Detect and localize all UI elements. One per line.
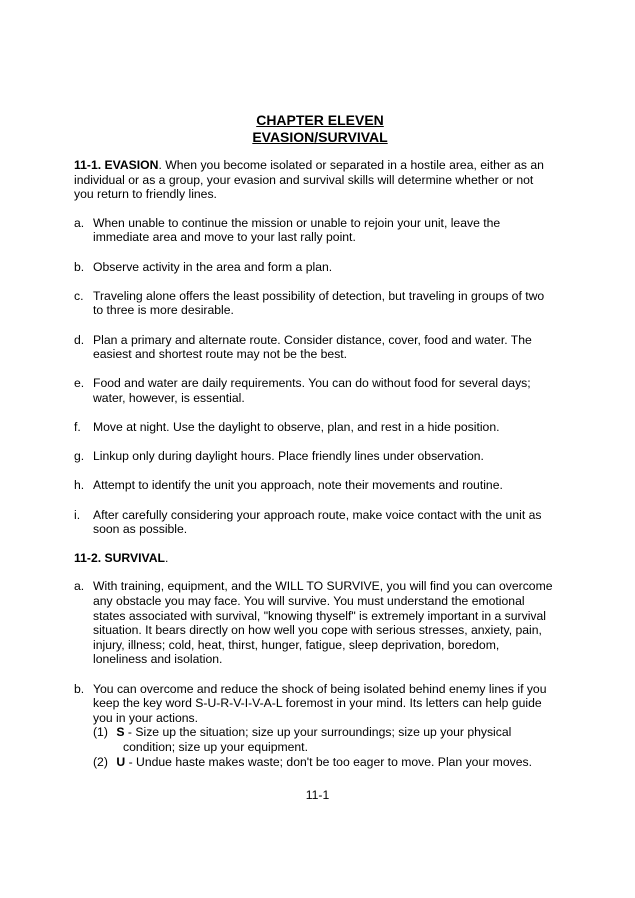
list-marker: d.	[74, 332, 85, 347]
survival-heading-suffix: .	[165, 550, 169, 565]
list-item	[74, 449, 556, 464]
chapter-subtitle: EVASION/SURVIVAL	[252, 129, 388, 145]
list-marker: f.	[74, 420, 81, 435]
list-item	[74, 289, 556, 318]
page-number: 11-1	[305, 788, 330, 802]
list-item	[74, 682, 556, 726]
page-content	[74, 112, 556, 769]
list-marker: e.	[74, 376, 85, 391]
chapter-heading	[74, 112, 556, 146]
sub-list-item	[93, 725, 556, 754]
list-item-text: Linkup only during daylight hours. Place friendly lines under observation.	[93, 449, 484, 464]
list-marker: a.	[74, 579, 85, 594]
chapter-title: CHAPTER ELEVEN	[256, 112, 384, 128]
sub-list-text: - Undue haste makes waste; don't be too eager to move. Plan your moves.	[125, 754, 532, 769]
evasion-heading: 11-1. EVASION	[74, 158, 159, 172]
evasion-intro-text: . When you become isolated or separated in a hostile area, either as an individual or as a group, your evasion and survival skills will determine whether or not you return to friendly lines.	[74, 158, 544, 202]
list-item-text: You can overcome and reduce the shock of being isolated behind enemy lines if you keep the key word S-U-R-V-I-V-A-L foremost in your mind. Its letters can help guide you in your actions.	[93, 681, 547, 725]
list-item	[74, 376, 556, 405]
list-item	[74, 260, 556, 275]
list-marker: h.	[74, 478, 85, 493]
list-item-text: Attempt to identify the unit you approach, note their movements and routine.	[93, 478, 503, 493]
list-item	[74, 216, 556, 245]
list-item-text: Plan a primary and alternate route. Consider distance, cover, food and water. The easiest and shortest route may not be the best.	[93, 332, 532, 362]
list-marker: c.	[74, 288, 84, 303]
list-marker: i.	[74, 507, 81, 522]
sub-list-text: - Size up the situation; size up your surroundings; size up your physical condition; size up your equipment.	[123, 725, 512, 754]
list-item	[74, 333, 556, 362]
list-item-text: Food and water are daily requirements. You can do without food for several days; water, however, is essential.	[93, 376, 531, 405]
list-marker: b.	[74, 681, 85, 696]
sub-list-letter: S	[116, 725, 125, 740]
list-item-text: Traveling alone offers the least possibility of detection, but traveling in groups of two to three is more desirable.	[93, 288, 545, 318]
list-item	[74, 478, 556, 493]
list-item	[74, 420, 556, 435]
list-item	[74, 508, 556, 537]
list-item	[74, 579, 556, 667]
survival-heading-line	[74, 551, 556, 566]
sub-list-letter: U	[116, 754, 126, 769]
sub-list-item	[93, 755, 556, 770]
list-marker: g.	[74, 449, 85, 464]
list-item-text: Observe activity in the area and form a plan.	[93, 259, 333, 274]
sub-list-marker: (1)	[93, 725, 108, 740]
list-item-text: Move at night. Use the daylight to observe, plan, and rest in a hide position.	[93, 420, 500, 435]
list-item-text: When unable to continue the mission or unable to rejoin your unit, leave the immediate area and move to your last rally point.	[93, 215, 501, 245]
list-marker: b.	[74, 259, 85, 274]
list-item-text: With training, equipment, and the WILL TO SURVIVE, you will find you can overcome any obstacle you may face. You will survive. You must understand the emotional states associated with survival, "knowing thyself" is extremely important in a survival situation. It bears directly on how well you cope with serious stresses, anxiety, pain, injury, illness; cold, heat, thirst, hunger, fatigue, sleep deprivation, boredom, loneliness and isolation.	[93, 579, 553, 667]
list-item-text: After carefully considering your approach route, make voice contact with the unit as soon as possible.	[93, 507, 542, 537]
evasion-intro	[74, 158, 556, 202]
list-marker: a.	[74, 215, 85, 230]
survival-heading: 11-2. SURVIVAL	[74, 550, 165, 565]
sub-list-marker: (2)	[93, 754, 108, 769]
